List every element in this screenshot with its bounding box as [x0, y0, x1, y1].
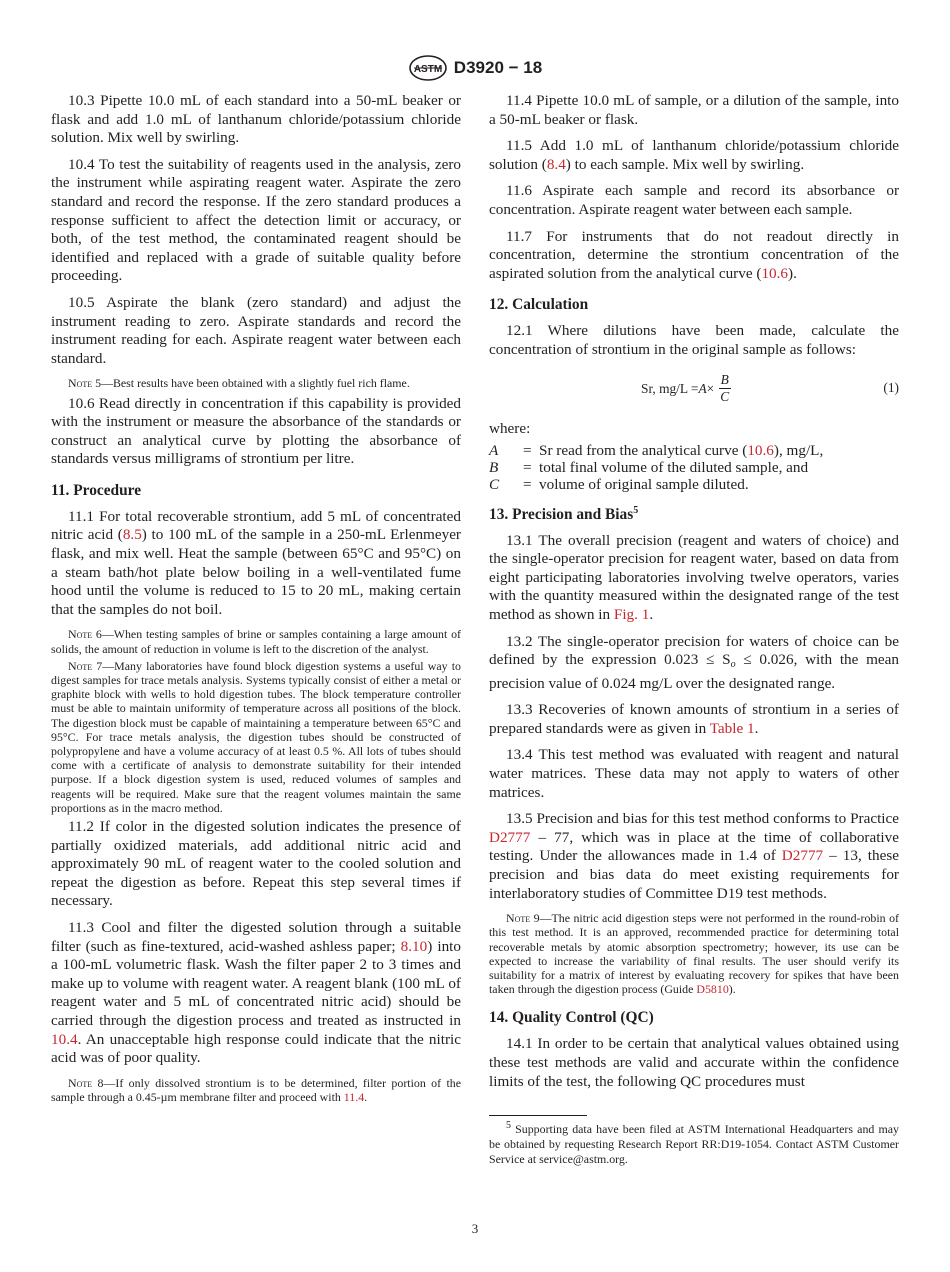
text-run: ) into a 100-mL volumetric flask. Wash the filter paper 2 to 3 times and make up to volume with reagent water. A reagent blank (100 mL of reagent water and 5 mL of concentrated nitric acid) should be carried through the digestion process and treated as instructed in	[51, 937, 461, 1030]
link-8-10[interactable]: 8.10	[400, 937, 428, 955]
right-column	[489, 92, 899, 1167]
left-column	[51, 92, 461, 1107]
definition-eq: =	[523, 441, 532, 459]
text-run: ) to each sample. Mix well by swirling.	[565, 155, 805, 173]
note-5	[51, 376, 461, 390]
section-12-heading: 12. Calculation	[489, 296, 589, 314]
para-13-5	[489, 810, 899, 903]
para-13-1	[489, 532, 899, 625]
section-13-heading	[489, 505, 899, 524]
link-10-6[interactable]: 10.6	[747, 441, 774, 459]
text-run: 13.3 Recoveries of known amounts of strontium in a series of prepared standards were as given in	[489, 701, 899, 737]
equation-number: (1)	[883, 379, 899, 395]
para-10-5: 10.5 Aspirate the blank (zero standard) and adjust the instrument reading to zero. Aspirate standards and record the instrument reading for each. Aspirate reagent water between each standard.	[51, 293, 461, 367]
equation-var-a: A	[698, 380, 707, 396]
note-8	[51, 1076, 461, 1104]
page-number: 3	[471, 1221, 479, 1236]
equation-lhs: Sr, mg/L =	[641, 380, 699, 396]
para-10-3: 10.3 Pipette 10.0 mL of each standard into a 50-mL beaker or flask and add 1.0 mL of lanthanum chloride/potassium chloride solution. Mix well by swirling.	[51, 92, 461, 147]
equation-times: ×	[706, 380, 715, 396]
note-9	[489, 911, 899, 996]
text-run: – 77, which was in place at the time of collaborative testing. Under the allowances made in 1.4 of	[489, 828, 899, 865]
text-run: 13.1 The overall precision (reagent and waters of choice) and the single-operator precision for reagent water, based on data from eight participating laboratories involving twelve operators, varies with the quantity measured within the designated range of the test method as shown in	[489, 531, 899, 623]
definition-var: C	[489, 475, 500, 493]
footnote-marker[interactable]: 5	[633, 504, 639, 516]
definition-eq: =	[523, 475, 532, 493]
astm-logo-icon	[408, 54, 448, 82]
link-11-4[interactable]: 11.4	[343, 1090, 365, 1105]
text-run: Sr read from the analytical curve (	[539, 441, 748, 459]
note-label: Note 5	[68, 376, 102, 391]
para-11-1	[51, 508, 461, 620]
note-label: Note 8	[68, 1075, 104, 1090]
definition-var: B	[489, 458, 499, 476]
variable-definitions	[489, 442, 899, 493]
equation-1	[489, 368, 899, 410]
link-d2777[interactable]: D2777	[781, 847, 824, 865]
text-run: ).	[728, 982, 736, 997]
definition-text: volume of original sample diluted.	[539, 475, 749, 493]
footnote-5	[489, 1122, 899, 1167]
footnote-divider	[489, 1115, 587, 1116]
text-run: . An unacceptable high response could indicate that the nitric acid was of poor quality.	[51, 1030, 461, 1067]
text-run: .	[364, 1090, 368, 1105]
text-run: – 13, these precision and bias data do meet existing requirements for interlaboratory studies of Committee D19 test methods.	[489, 847, 899, 902]
page-header	[0, 54, 950, 87]
text-run: 13.5 Precision and bias for this test method conforms to Practice	[506, 810, 899, 828]
equation-fraction	[718, 372, 731, 405]
heading-text: 13. Precision and Bias	[489, 505, 634, 523]
para-11-5	[489, 137, 899, 174]
para-11-3	[51, 919, 461, 1068]
definition-row	[489, 442, 899, 459]
definition-row	[489, 459, 899, 476]
note-label: Note 7	[68, 658, 103, 673]
text-run: .	[754, 719, 759, 737]
text-run: 11.1 For total recoverable strontium, add 5 mL of concentrated nitric acid (	[51, 507, 461, 544]
para-13-2	[489, 633, 899, 694]
para-11-2: 11.2 If color in the digested solution indicates the presence of partially oxidized materials, add additional nitric acid and approximately 90 mL of reagent water to the cooled solution and repeat the digestion as before. Repeat this step several times if necessary.	[51, 818, 461, 910]
note-text: —If only dissolved strontium is to be determined, filter portion of the sample through a 0.45-µm membrane filter and proceed with	[51, 1075, 461, 1105]
link-d2777[interactable]: D2777	[489, 828, 531, 846]
footnote-text: Supporting data have been filed at ASTM International Headquarters and may be obtained by requesting Research Report RR:D19-1054. Contact ASTM Customer Service at service@astm.org.	[489, 1122, 899, 1167]
text-run: 13.2 The single-operator precision for waters of choice can be defined by the expression 0.023 ≤ S	[489, 632, 899, 669]
link-d5810[interactable]: D5810	[696, 982, 729, 997]
text-run: 11.5 Add 1.0 mL of lanthanum chloride/potassium chloride solution (	[489, 137, 899, 173]
definition-text	[539, 442, 823, 459]
para-14-1: 14.1 In order to be certain that analytical values obtained using these test methods are valid and accurate within the confidence limits of the test, the following QC procedures must	[489, 1035, 899, 1090]
para-11-7	[489, 228, 899, 284]
section-11-heading: 11. Procedure	[51, 481, 142, 499]
para-13-4: 13.4 This test method was evaluated with reagent and natural water matrices. These data may not apply to waters of other matrices.	[489, 746, 899, 801]
note-text: —The nitric acid digestion steps were not performed in the round-robin of this test method. It is an approved, recommended practice for determining total recoverable metals by atomic absorption spectrometry; however, its use can be expected to increase the variability of final results. The user should verify its suitability for a matrix of interest by evaluating recovery for spikes that have been taken through the digestion process (Guide	[489, 911, 899, 997]
link-8-5[interactable]: 8.5	[122, 526, 142, 544]
note-label: Note 9	[506, 911, 540, 926]
definition-text: total final volume of the diluted sample, and	[539, 458, 809, 476]
text-run: ).	[788, 264, 797, 282]
text-run: ), mg/L,	[773, 441, 824, 459]
para-10-4: 10.4 To test the suitability of reagents used in the analysis, zero the instrument while aspirating reagent water. Aspirate the zero standard and record the response. If the zero standard produces a response sufficient to affect the detection limit or accuracy, or both, of the test method, the contaminated reagent should be identified and replaced with a grade of suitable quality before proceeding.	[51, 155, 461, 285]
text-run: 11.3 Cool and filter the digested solution through a suitable filter (such as fine-textured, acid-washed ashless paper;	[51, 919, 461, 955]
equation-body	[641, 368, 731, 410]
text-run: 11.7 For instruments that do not readout directly in concentration, determine the strontium concentration of the aspirated solution from the analytical curve (	[489, 227, 899, 282]
fraction-numerator: B	[720, 372, 729, 388]
note-text: —When testing samples of brine or samples containing a large amount of solids, the amount of reduction in volume is left to the discretion of the analyst.	[51, 627, 461, 656]
link-10-6[interactable]: 10.6	[761, 264, 789, 282]
standard-designation: D3920 − 18	[453, 58, 543, 77]
definition-var: A	[489, 441, 499, 459]
link-table-1[interactable]: Table 1	[709, 719, 755, 737]
para-12-1: 12.1 Where dilutions have been made, calculate the concentration of strontium in the original sample as follows:	[489, 322, 899, 358]
para-13-3	[489, 701, 899, 738]
definition-row	[489, 476, 899, 493]
definition-eq: =	[523, 458, 532, 476]
text-run: .	[649, 605, 654, 623]
note-label: Note 6	[68, 627, 102, 642]
note-text: —Many laboratories have found block digestion systems a useful way to digest samples for trace metals analysis. Systems typically consist of either a metal or graphite block with wells to hold digestion tubes. The block temperature controller must be able to maintain uniformity of temperature across all positions of the block. The digestion block must be capable of maintaining a temperature between 65°C and 95°C. For trace metals analysis, the digestion tubes should be constructed of polypropylene and have a volume accuracy of at least 0.5 %. All lots of tubes should come with a certificate of analysis to demonstrate suitability for their intended purpose. If a block digestion system is used, reduced volumes of samples and reagents will be required. Make sure that the reagent volumes maintain the same proportions as in the macro method.	[51, 658, 461, 815]
para-10-6: 10.6 Read directly in concentration if this capability is provided with the instrument or measure the absorbance of the standards or construct an analytical curve by plotting the absorbance of standards versus milligrams of strontium per litre.	[51, 394, 461, 468]
text-run: ≤ 0.026, with the mean precision value of 0.024 mg/L over the designated range.	[489, 651, 899, 692]
fraction-denominator: C	[720, 389, 730, 405]
text-run: ) to 100 mL of the sample in a 250-mL Erlenmeyer flask, and mix well. Heat the sample (between 65°C and 95°C) on a steam bath/hot plate below boiling in a well-ventilated fume hood until the volume is reduced to 15 to 20 mL, making certain that the samples do not boil.	[51, 526, 461, 618]
footnote-number: 5	[506, 1120, 511, 1132]
section-14-heading: 14. Quality Control (QC)	[489, 1009, 654, 1027]
link-10-4[interactable]: 10.4	[51, 1030, 78, 1048]
para-11-6: 11.6 Aspirate each sample and record its absorbance or concentration. Aspirate reagent water between each sample.	[489, 182, 899, 218]
note-text: —Best results have been obtained with a slightly fuel rich flame.	[101, 376, 410, 391]
link-fig-1[interactable]: Fig. 1	[613, 605, 650, 623]
link-8-4[interactable]: 8.4	[546, 155, 566, 173]
note-6	[51, 627, 461, 655]
where-label: where:	[489, 419, 531, 437]
para-11-4: 11.4 Pipette 10.0 mL of sample, or a dilution of the sample, into a 50-mL beaker or flask.	[489, 92, 899, 128]
subscript: o	[730, 659, 736, 671]
svg-text:ASTM: ASTM	[413, 64, 442, 75]
note-7	[51, 659, 461, 815]
